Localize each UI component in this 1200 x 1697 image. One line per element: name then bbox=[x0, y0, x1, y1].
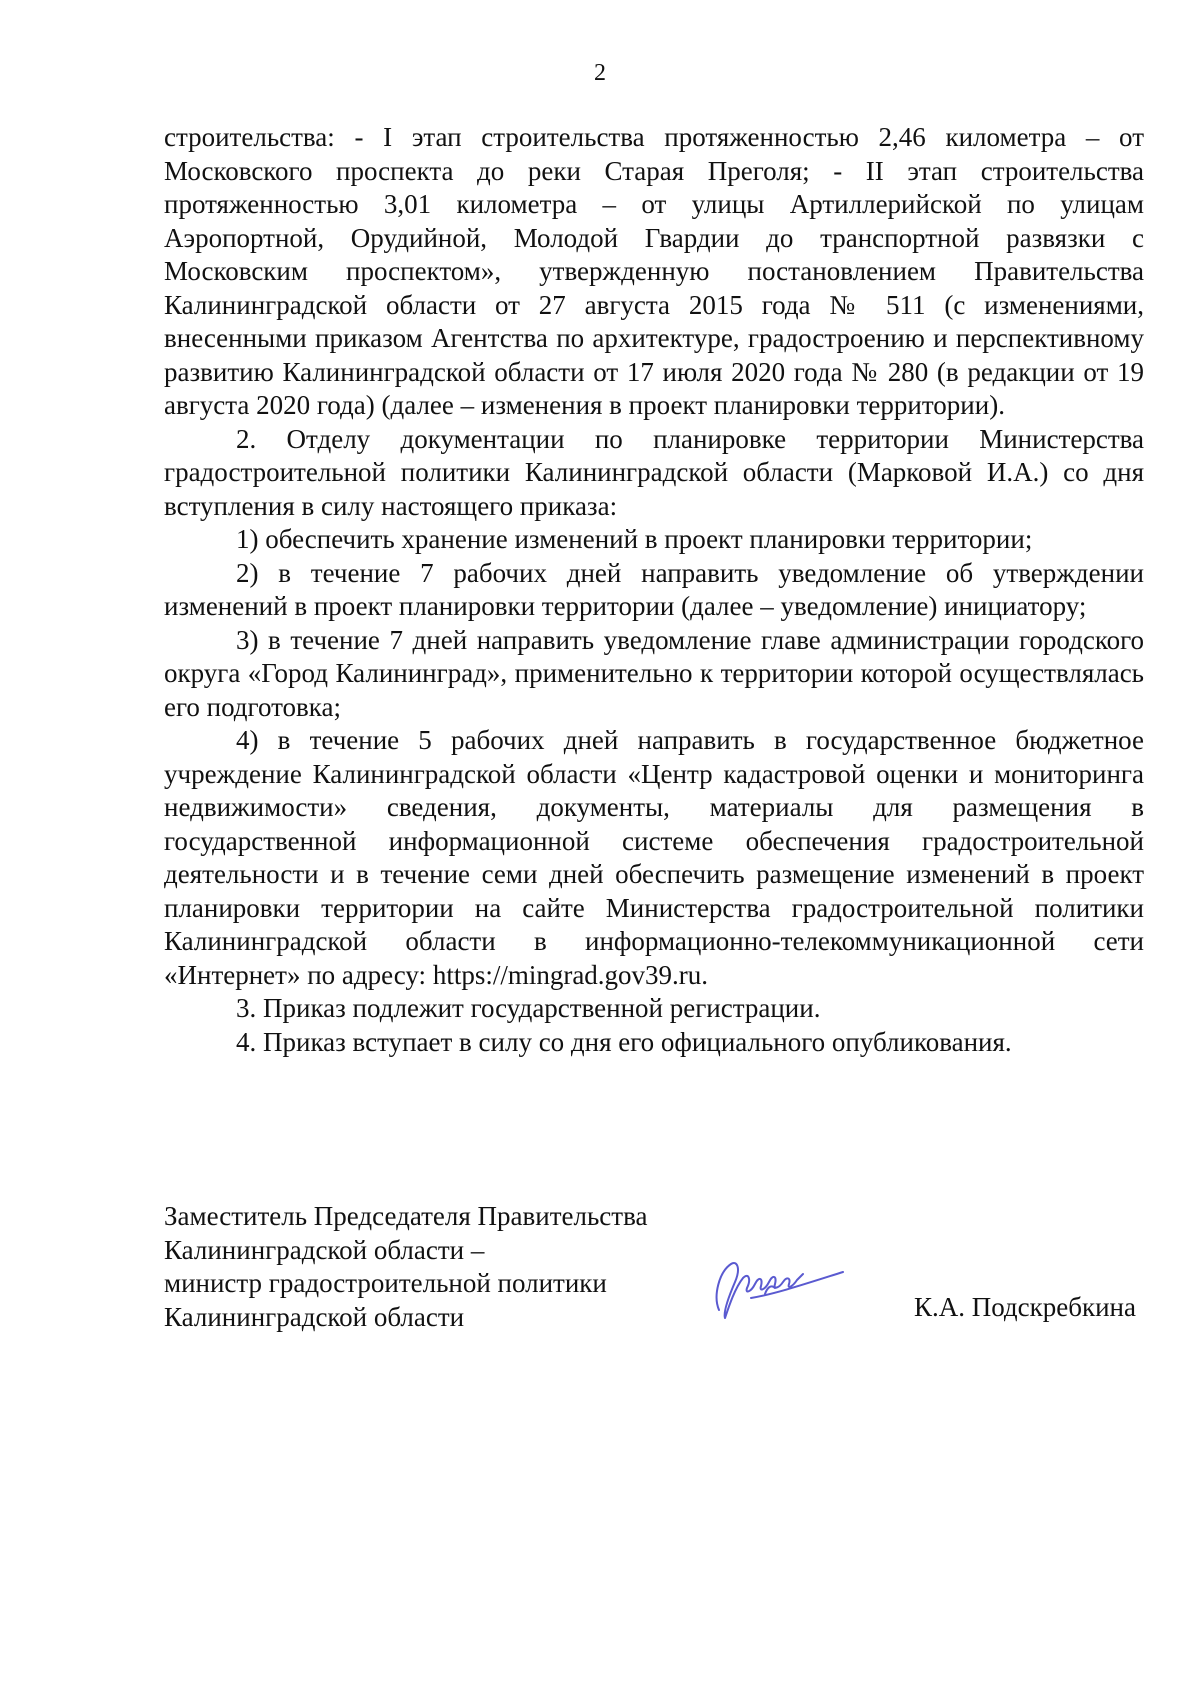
paragraph-subitem-1: 1) обеспечить хранение изменений в проект планировки территории; bbox=[236, 524, 1033, 554]
paragraph-subitem-3: 3) в течение 7 дней направить уведомление главе администрации городского округа «Город Калининград», применительно к территории которой осуществлялась его подготовка; bbox=[164, 624, 1144, 722]
paragraph-subitem-4: 4) в течение 5 рабочих дней направить в государственное бюджетное учреждение Калининградской области «Центр кадастровой оценки и мониторинга недвижимости» сведения, документы, материалы для размещения в государственной информационной системе обеспечения градостроительной деятельности и в течение семи дней обеспечить размещение изменений в проект планировки территории на сайте Министерства градостроительной политики Калининградской области в информационно-телекоммуникационной сети «Интернет» по адресу: https://mingrad.gov39.ru. bbox=[164, 725, 1144, 990]
signatory-title-line: министр градостроительной политики bbox=[164, 1268, 607, 1298]
paragraph-item-2: 2. Отделу документации по планировке территории Министерства градостроительной политики Калининградской области (Марковой И.А.) со дня вступления в силу настоящего приказа: bbox=[164, 423, 1144, 521]
paragraph-subitem-2: 2) в течение 7 рабочих дней направить уведомление об утверждении изменений в проект планировки территории (далее – уведомление) инициатору; bbox=[164, 557, 1144, 621]
document-body bbox=[164, 121, 1144, 1059]
signatory-title-line: Заместитель Председателя Правительства bbox=[164, 1201, 648, 1231]
signatory-title-line: Калининградской области – bbox=[164, 1234, 485, 1265]
signatory-name: К.А. Подскребкина bbox=[913, 1292, 1136, 1322]
paragraph-item-4: 4. Приказ вступает в силу со дня его официального опубликования. bbox=[236, 1026, 1012, 1057]
page-number: 2 bbox=[594, 60, 606, 86]
signatory-title bbox=[164, 1200, 647, 1334]
paragraph-continuation: строительства: - I этап строительства протяженностью 2,46 километра – от Московского проспекта до реки Старая Преголя; - II этап строительства протяженностью 3,01 километра – от улицы Артиллерийской по улицам Аэропортной, Орудийной, Молодой Гвардии до транспортной развязки с Московским проспектом», утвержденную постановлением Правительства Калининградской области от 27 августа 2015 года № 511 (с изменениями, внесенными приказом Агентства по архитектуре, градостроению и перспективному развитию Калининградской области от 17 июля 2020 года № 280 (в редакции от 19 августа 2020 года) (далее – изменения в проект планировки территории). bbox=[164, 122, 1144, 420]
paragraph-item-3: 3. Приказ подлежит государственной регистрации. bbox=[236, 993, 821, 1023]
handwritten-signature bbox=[705, 1248, 855, 1328]
signatory-title-line: Калининградской области bbox=[164, 1301, 465, 1332]
